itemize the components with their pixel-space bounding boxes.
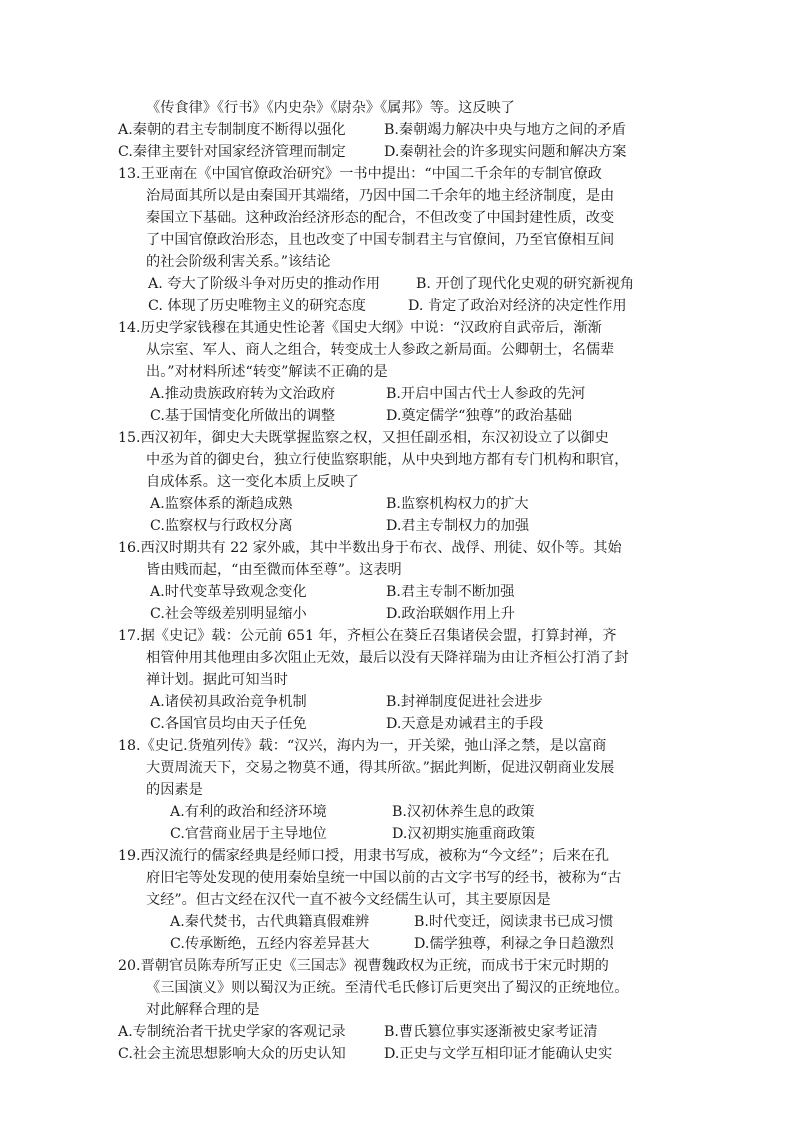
q14-option-a[interactable]: A.推动贵族政府转为文治政府 — [150, 386, 336, 402]
q20-stem-line-3: 对此解释合理的是 — [146, 1002, 260, 1018]
q16-option-a[interactable]: A.时代变革导致观念变化 — [150, 584, 307, 600]
q19-option-b[interactable]: B.时代变迁，阅读隶书已成习惯 — [414, 914, 614, 930]
q17-stem-line-2: 相管仲用其他理由多次阻止无效，最后以没有天降祥瑞为由让齐桓公打消了封 — [146, 650, 629, 666]
q15-stem-line-3: 自成体系。这一变化本质上反映了 — [146, 474, 359, 490]
q20-option-a[interactable]: A.专制统治者干扰史学家的客观记录 — [118, 1024, 346, 1040]
q18-stem-line-3: 的因素是 — [146, 782, 203, 798]
q17-option-b[interactable]: B.封禅制度促进社会进步 — [386, 694, 543, 710]
q13-option-d[interactable]: D. 肯定了政治对经济的决定性作用 — [408, 298, 627, 314]
q12-option-c[interactable]: C.秦律主要针对国家经济管理而制定 — [118, 144, 346, 160]
q16-option-c[interactable]: C.社会等级差别明显缩小 — [150, 606, 307, 622]
q18-stem-line-2: 大贾周流天下，交易之物莫不通，得其所欲。”据此判断，促进汉朝商业发展 — [146, 760, 615, 776]
q19-stem-line-1: 19.西汉流行的儒家经典是经师口授，用隶书写成，被称为“今文经”；后来在孔 — [118, 848, 610, 864]
q17-option-a[interactable]: A.诸侯初具政治竞争机制 — [150, 694, 307, 710]
q14-option-b[interactable]: B.开启中国古代士人参政的先河 — [386, 386, 586, 402]
q15-option-a[interactable]: A.监察体系的渐趋成熟 — [150, 496, 293, 512]
q18-stem-line-1: 18.《史记.货殖列传》载：“汉兴，海内为一，开关梁，弛山泽之禁，是以富商 — [118, 738, 607, 754]
q19-option-c[interactable]: C.传承断绝，五经内容差异甚大 — [170, 936, 370, 952]
q15-stem-line-1: 15.西汉初年，御史大夫既掌握监察之权，又担任副丞相，东汉初设立了以御史 — [118, 430, 609, 446]
q20-option-b[interactable]: B.曹氏篡位事实逐渐被史家考证清 — [384, 1024, 598, 1040]
q17-option-c[interactable]: C.各国官员均由天子任免 — [150, 716, 307, 732]
q12-option-a[interactable]: A.秦朝的君主专制制度不断得以强化 — [118, 122, 346, 138]
q13-option-a[interactable]: A. 夸大了阶级斗争对历史的推动作用 — [148, 276, 381, 292]
q17-stem-line-3: 禅计划。据此可知当时 — [146, 672, 288, 688]
q12-option-d[interactable]: D.秦朝社会的许多现实问题和解决方案 — [384, 144, 627, 160]
q19-option-d[interactable]: D.儒学独尊，利禄之争日趋激烈 — [414, 936, 614, 952]
q14-option-c[interactable]: C.基于国情变化所做出的调整 — [150, 408, 336, 424]
q14-stem-line-2: 从宗室、军人、商人之组合，转变成士人参政之新局面。公卿朝士，名儒辈 — [146, 342, 615, 358]
q13-stem-line-2: 治局面其所以是由秦国开其端绪，乃因中国二千余年的地主经济制度，是由 — [146, 188, 615, 204]
q13-option-c[interactable]: C. 体现了历史唯物主义的研究态度 — [148, 298, 366, 314]
q19-option-a[interactable]: A.秦代焚书，古代典籍真假难辨 — [170, 914, 370, 930]
q14-stem-line-3: 出。”对材料所述“转变”解读不正确的是 — [146, 364, 388, 380]
q13-stem-line-1: 13.王亚南在《中国官僚政治研究》一书中提出：“中国二千余年的专制官僚政 — [118, 166, 602, 182]
q18-option-a[interactable]: A.有利的政治和经济环境 — [170, 804, 327, 820]
q19-stem-line-2: 府旧宅等处发现的使用秦始皇统一中国以前的古文字书写的经书，被称为“古 — [146, 870, 622, 886]
q17-option-d[interactable]: D.天意是劝诫君主的手段 — [386, 716, 544, 732]
q13-stem-line-4: 了中国官僚政治形态，且也改变了中国专制君主与官僚间，乃至官僚相互间 — [146, 232, 615, 248]
q13-stem-line-3: 秦国立下基础。这种政治经济形态的配合，不但改变了中国封建性质，改变 — [146, 210, 615, 226]
q16-option-b[interactable]: B.君主专制不断加强 — [386, 584, 515, 600]
q16-stem-line-1: 16.西汉时期共有 22 家外戚，其中半数出身于布衣、战俘、刑徒、奴仆等。其始 — [118, 540, 622, 556]
q18-option-c[interactable]: C.官营商业居于主导地位 — [170, 826, 327, 842]
q15-stem-line-2: 中丞为首的御史台，独立行使监察职能，从中央到地方都有专门机构和职官， — [146, 452, 629, 468]
q20-option-d[interactable]: D.正史与文学互相印证才能确认史实 — [384, 1046, 613, 1062]
q17-stem-line-1: 17.据《史记》载：公元前 651 年，齐桓公在葵丘召集诸侯会盟，打算封禅，齐 — [118, 628, 617, 644]
q14-stem-line-1: 14.历史学家钱穆在其通史性论著《国史大纲》中说：“汉政府自武帝后，渐渐 — [118, 320, 602, 336]
q20-stem-line-2: 《三国演义》则以蜀汉为正统。至清代毛氏修订后更突出了蜀汉的正统地位。 — [146, 980, 629, 996]
q20-option-c[interactable]: C.社会主流思想影响大众的历史认知 — [118, 1046, 346, 1062]
q16-option-d[interactable]: D.政治联姻作用上升 — [386, 606, 515, 622]
q16-stem-line-2: 皆由贱而起，“由至微而体至尊”。这表明 — [146, 562, 402, 578]
q20-stem-line-1: 20.晋朝官员陈寿所写正史《三国志》视曹魏政权为正统，而成书于宋元时期的 — [118, 958, 609, 974]
q15-option-d[interactable]: D.君主专制权力的加强 — [386, 518, 530, 534]
q12-stem-continuation: 《传食律》《行书》《内史杂》《尉杂》《属邦》等。这反映了 — [146, 100, 515, 116]
q13-stem-line-5: 的社会阶级利害关系。”该结论 — [146, 254, 331, 270]
q18-option-d[interactable]: D.汉初期实施重商政策 — [392, 826, 536, 842]
q15-option-b[interactable]: B.监察机构权力的扩大 — [386, 496, 529, 512]
q12-option-b[interactable]: B.秦朝竭力解决中央与地方之间的矛盾 — [384, 122, 626, 138]
q13-option-b[interactable]: B. 开创了现代化史观的研究新视角 — [416, 276, 635, 292]
q19-stem-line-3: 文经”。但古文经在汉代一直不被今文经儒生认可，其主要原因是 — [146, 892, 551, 908]
q14-option-d[interactable]: D.奠定儒学“独尊”的政治基础 — [386, 408, 572, 424]
q15-option-c[interactable]: C.监察权与行政权分离 — [150, 518, 293, 534]
q18-option-b[interactable]: B.汉初休养生息的政策 — [392, 804, 535, 820]
